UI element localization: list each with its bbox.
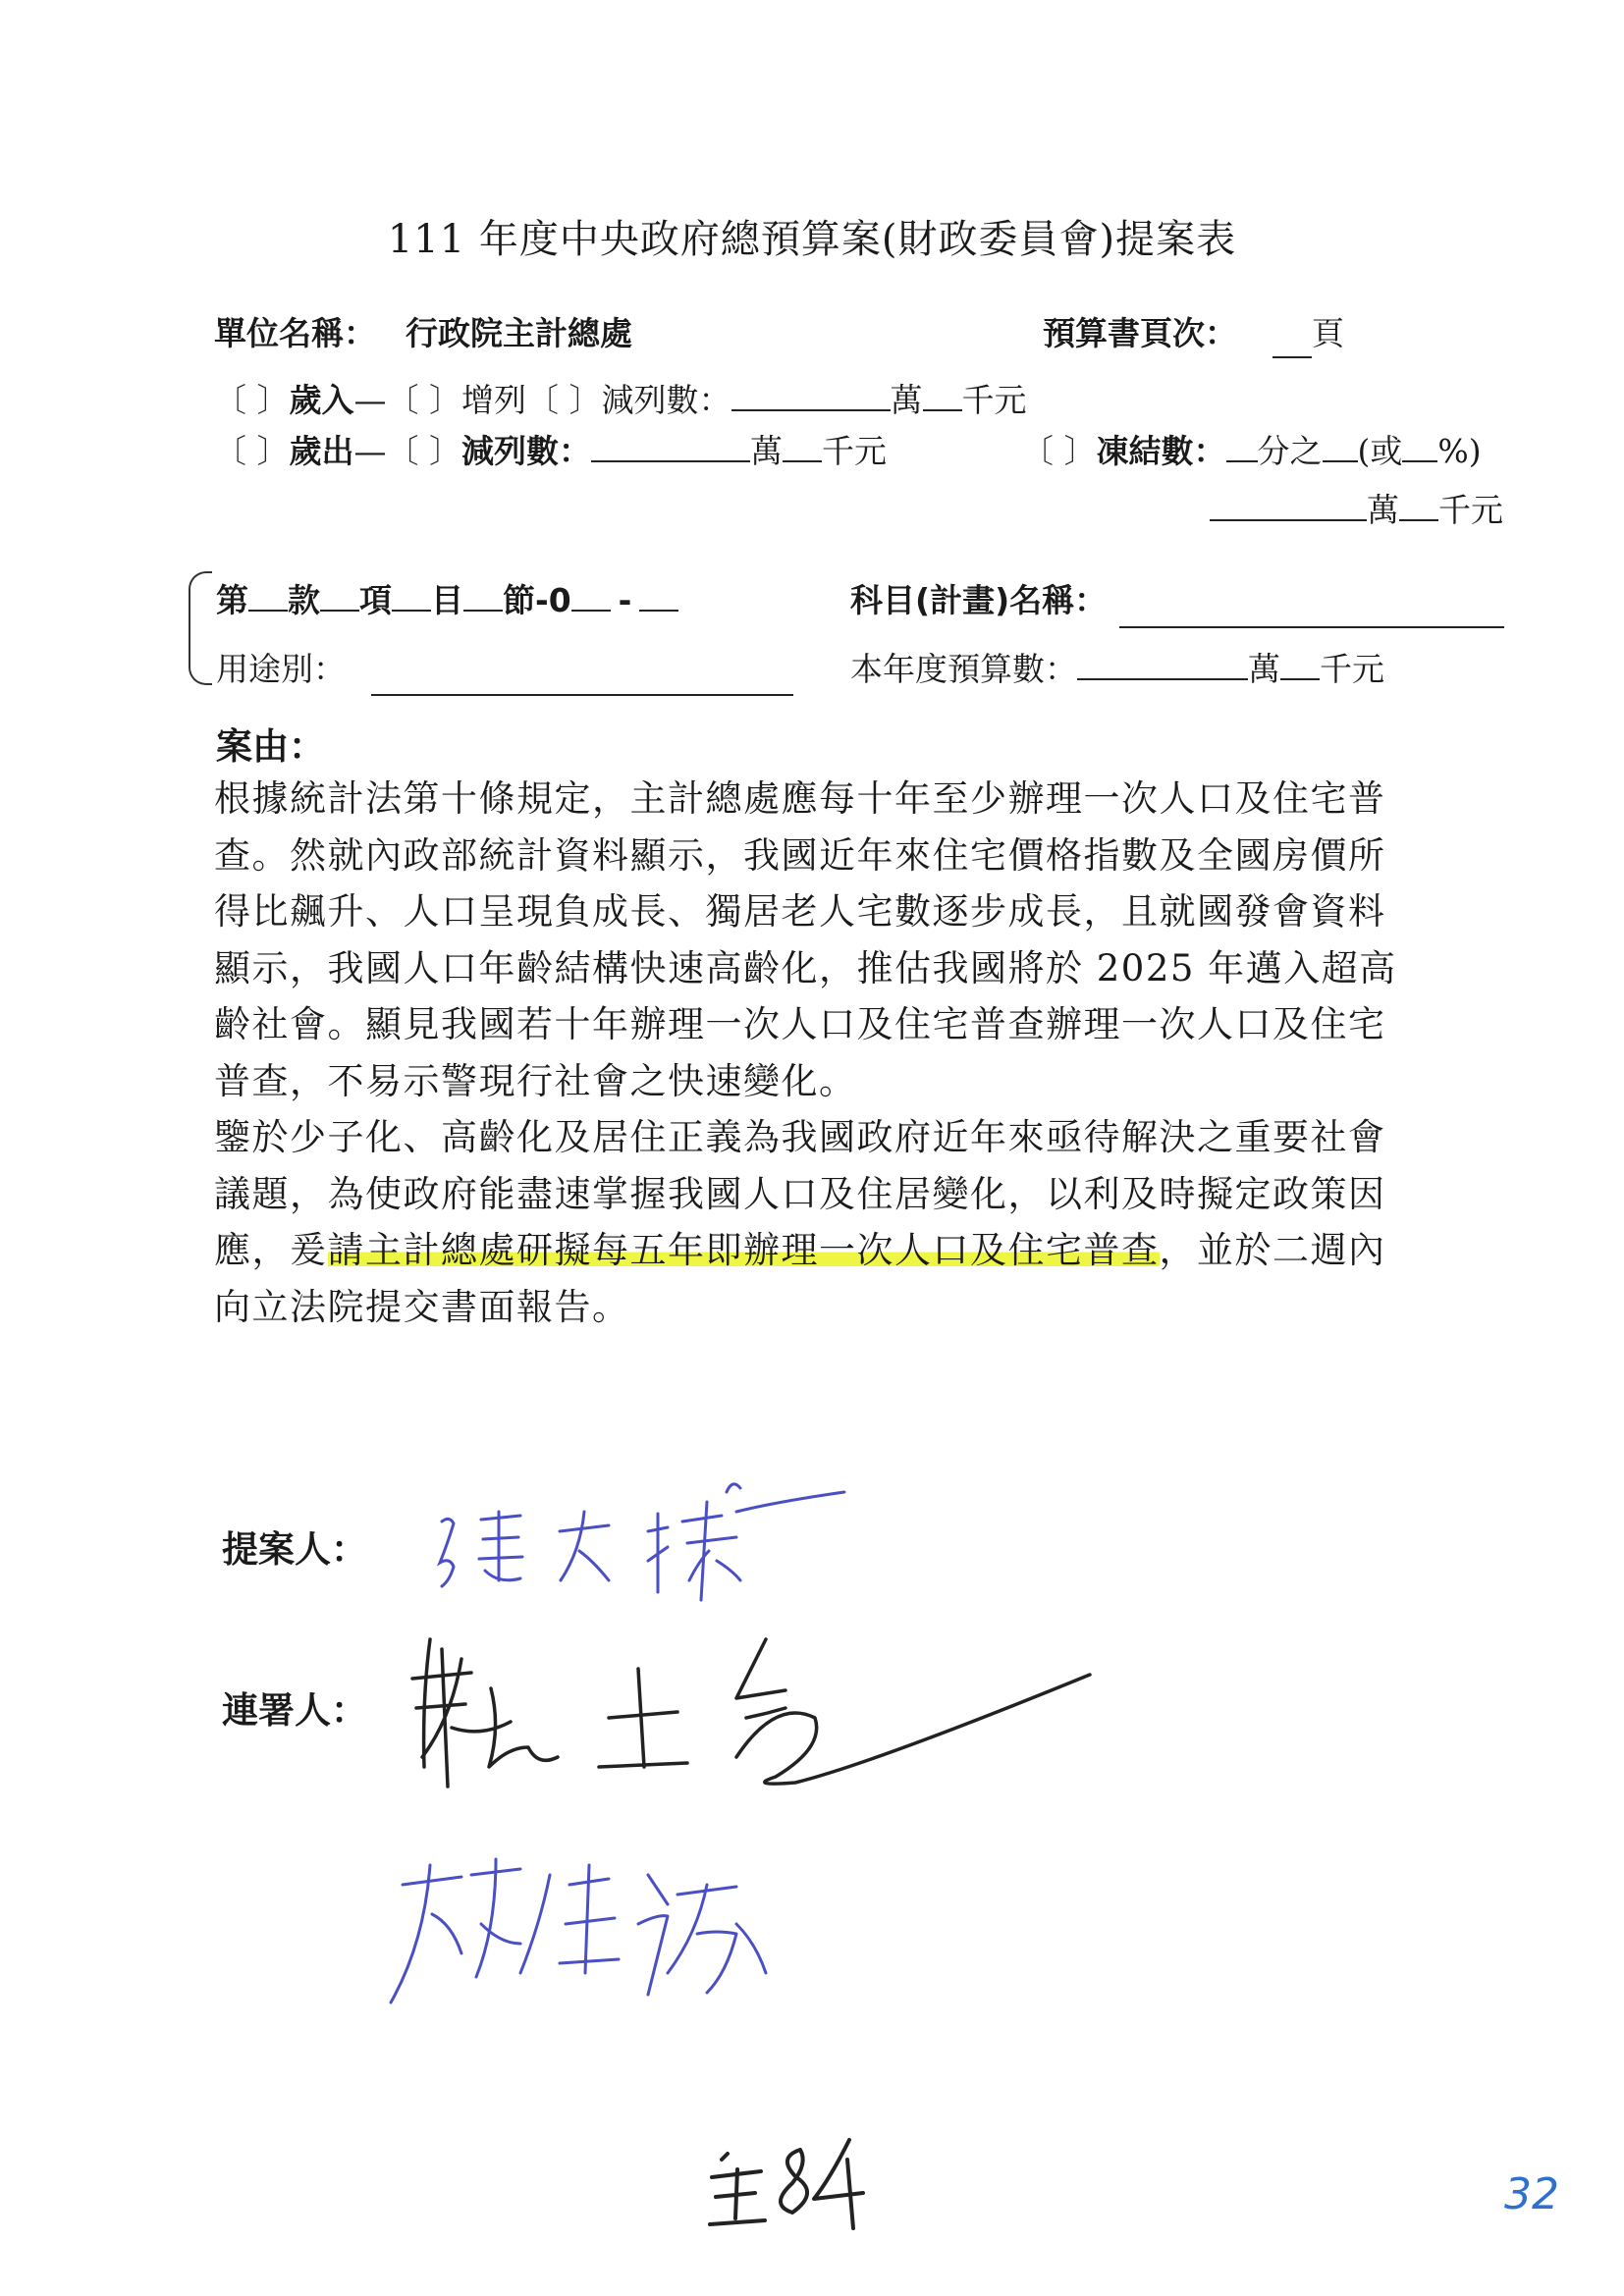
revenue-row: 〔 〕歲入—〔 〕增列〔 〕減列數： 萬 千元: [214, 381, 1027, 419]
reason-label: 案由：: [216, 725, 325, 768]
cosigner-label: 連署人：: [222, 1689, 367, 1732]
reason-paragraph-1: 根據統計法第十條規定，主計總處應每十年至少辦理一次人口及住宅普查。然就內政部統計資料顯示，我國近年來住宅價格指數及全國房價所得比飆升、人口呈現負成長、獨居老人宅數逐步成長，且就國發會資料顯示，我國人口年齡結構快速高齡化，推估我國將於 2025 年邁入超高齡社會。顯見我國若十年辦理一次人口及住宅普查辦理一次人口及住宅普查，不易示警現行社會之快速變化。: [214, 777, 1397, 1102]
highlighted-request: 請主計總處研擬每五年即辦理一次人口及住宅普查: [327, 1229, 1160, 1271]
subject-label: 科目(計畫)名稱：: [850, 581, 1108, 619]
use-label: 用途別：: [216, 650, 346, 688]
reason-body: [214, 771, 1422, 1335]
reason-paragraph-2: 鑒於少子化、高齡化及居住正義為我國政府近年來亟待解決之重要社會議題，為使政府能盡速掌握我國人口及住居變化，以利及時擬定政策因應，爰請主計總處研擬每五年即辦理一次人口及住宅普查，並於二週內向立法院提交書面報告。: [214, 1116, 1386, 1328]
budget-page-label: 預算書頁次：: [1043, 314, 1237, 352]
proposer-signature: [412, 1463, 864, 1620]
cosigner-signature-2: [383, 1845, 825, 2012]
proposer-label: 提案人：: [222, 1528, 367, 1571]
page-title: 111 年度中央政府總預算案(財政委員會)提案表: [387, 217, 1237, 262]
annual-budget-row: 本年度預算數： 萬 千元: [850, 650, 1384, 688]
unit-value: 行政院主計總處: [406, 314, 632, 352]
unit-label: 單位名稱：: [214, 314, 376, 352]
budget-page-suffix: 頁: [1312, 314, 1344, 352]
freeze-row: 〔 〕凍結數： 分之 (或 %): [1021, 432, 1482, 470]
item-row: 第 款 項 目 節-0 -: [216, 575, 678, 621]
page-mark: 32: [1504, 2169, 1559, 2219]
expenditure-row: 〔 〕歲出—〔 〕減列數： 萬 千元: [214, 432, 887, 470]
budget-page-blank: [1272, 344, 1312, 362]
handwritten-code: [702, 2130, 879, 2238]
subject-blank: [1119, 614, 1504, 632]
use-blank: [371, 681, 793, 700]
item-bracket: [189, 571, 212, 685]
freeze-amount-row: 萬 千元: [1210, 485, 1503, 531]
checkbox-bracket: 〔 〕: [214, 381, 290, 419]
cosigner-signature-1: [403, 1610, 1110, 1806]
